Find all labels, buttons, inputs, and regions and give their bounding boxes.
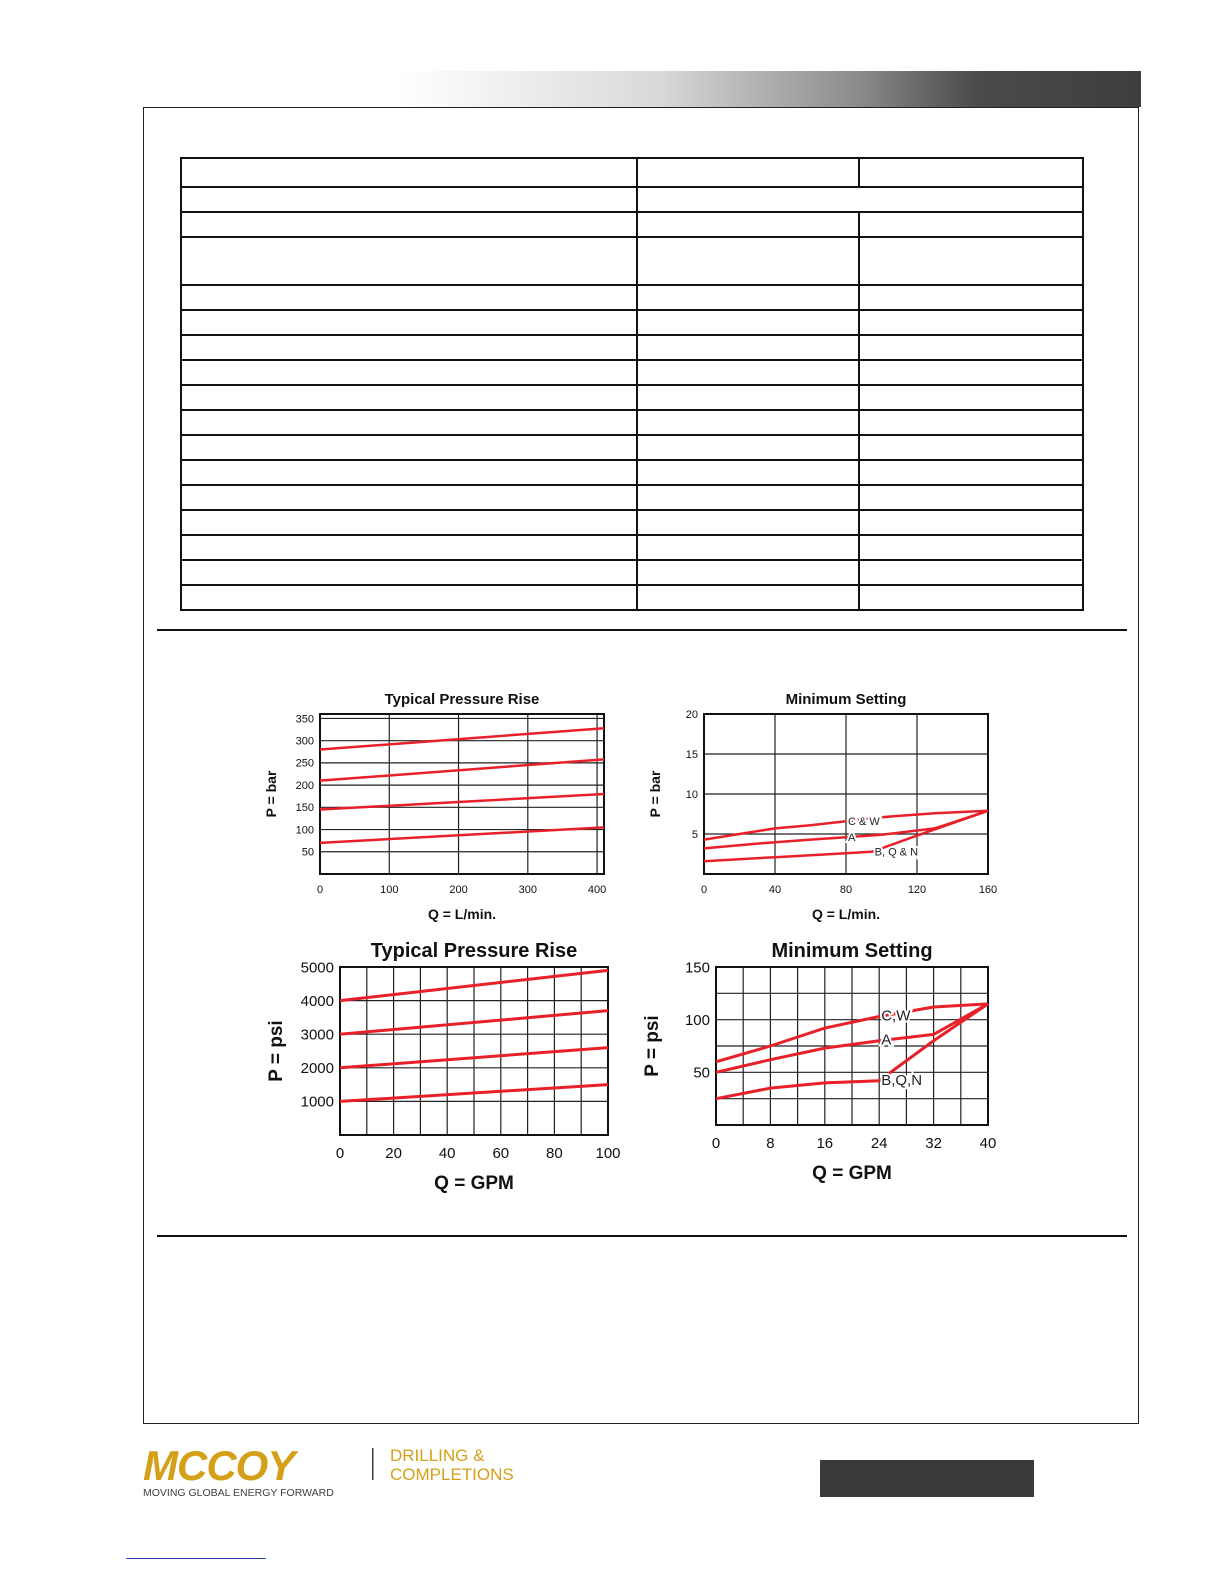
spec-row [181, 410, 1083, 435]
spec-cell [859, 360, 1083, 385]
mccoy-logo [143, 1444, 543, 1504]
y-tick-label: 50 [693, 1064, 710, 1082]
spec-cell [859, 435, 1083, 460]
spec-cell [181, 187, 637, 212]
series-label: B, Q & N [874, 846, 919, 859]
spec-cell [859, 485, 1083, 510]
spec-row [181, 335, 1083, 360]
chart-minimum-setting-psi [620, 925, 1000, 1195]
y-tick-label: 100 [684, 1011, 710, 1029]
y-axis-label: P = psi [266, 1020, 287, 1082]
x-tick-label: 32 [925, 1135, 942, 1152]
spec-cell [637, 360, 859, 385]
series-label: A [881, 1031, 892, 1049]
spec-row [181, 237, 1083, 285]
spec-cell [637, 158, 859, 187]
y-tick-label: 350 [295, 713, 314, 726]
x-tick-label: 24 [870, 1135, 888, 1152]
chart-minimum-setting-bar [620, 680, 1000, 920]
series-label: B,Q,N [881, 1071, 923, 1089]
spec-cell [637, 485, 859, 510]
spec-cell [859, 158, 1083, 187]
y-tick-label: 100 [295, 824, 314, 837]
division-line-2: COMPLETIONS [390, 1465, 514, 1484]
series-label: C,W [881, 1007, 911, 1025]
division-line-1: DRILLING & [390, 1446, 485, 1465]
header-gradient-bar [400, 71, 1141, 107]
y-tick-label: 300 [295, 735, 314, 748]
spec-cell [181, 285, 637, 310]
x-tick-label: 16 [816, 1135, 834, 1152]
y-tick-label: 150 [684, 959, 710, 977]
x-tick-label: 40 [438, 1145, 456, 1162]
x-tick-label: 200 [449, 884, 468, 896]
spec-cell [637, 435, 859, 460]
x-tick-label: 0 [316, 884, 324, 896]
y-tick-label: 3000 [300, 1026, 334, 1044]
logo-separator [372, 1448, 374, 1480]
y-tick-label: 20 [685, 708, 698, 721]
spec-cell [637, 385, 859, 410]
logo-wordmark: MCCOY [143, 1444, 295, 1489]
footer-page-box [820, 1460, 1034, 1497]
chart-svg [620, 680, 1000, 920]
spec-row [181, 460, 1083, 485]
spec-cell [181, 510, 637, 535]
spec-row [181, 435, 1083, 460]
x-tick-label: 160 [978, 884, 998, 896]
x-axis-label: Q = GPM [434, 1173, 514, 1194]
spec-row [181, 212, 1083, 237]
spec-cell [637, 310, 859, 335]
x-tick-label: 300 [518, 884, 537, 896]
spec-cell [181, 410, 637, 435]
spec-cell [637, 335, 859, 360]
y-tick-label: 1000 [300, 1093, 334, 1111]
y-tick-label: 10 [685, 788, 698, 801]
spec-cell [859, 460, 1083, 485]
x-tick-label: 20 [385, 1145, 402, 1162]
spec-cell [637, 510, 859, 535]
spec-cell [859, 335, 1083, 360]
x-tick-label: 120 [907, 884, 927, 896]
y-tick-label: 250 [295, 757, 314, 770]
spec-cell [859, 560, 1083, 585]
x-tick-label: 60 [492, 1145, 510, 1162]
chart-title: Typical Pressure Rise [384, 691, 540, 708]
spec-cell [859, 212, 1083, 237]
spec-cell [637, 187, 1083, 212]
spec-cell [181, 485, 637, 510]
x-axis-label: Q = GPM [812, 1163, 892, 1184]
spec-cell [637, 535, 859, 560]
spec-row [181, 310, 1083, 335]
spec-cell [859, 237, 1083, 285]
spec-row [181, 285, 1083, 310]
chart-title: Minimum Setting [771, 940, 933, 962]
spec-row [181, 385, 1083, 410]
spec-cell [859, 310, 1083, 335]
spec-table [180, 157, 1084, 611]
x-tick-label: 0 [700, 884, 708, 896]
spec-row [181, 535, 1083, 560]
x-tick-label: 0 [711, 1135, 721, 1152]
chart-svg [240, 680, 620, 920]
spec-cell [859, 585, 1083, 610]
spec-cell [859, 285, 1083, 310]
x-tick-label: 80 [546, 1145, 563, 1162]
spec-row [181, 485, 1083, 510]
spec-cell [181, 560, 637, 585]
spec-cell [181, 310, 637, 335]
footer-link-underline[interactable] [126, 1558, 266, 1559]
x-tick-label: 40 [768, 884, 782, 896]
y-tick-label: 5000 [300, 959, 334, 977]
section-divider-bottom [157, 1235, 1127, 1237]
x-tick-label: 80 [839, 884, 853, 896]
section-divider-top [157, 629, 1127, 631]
y-axis-label: P = bar [263, 770, 279, 818]
y-axis-label: P = bar [647, 770, 663, 818]
x-tick-label: 100 [595, 1145, 621, 1162]
x-axis-label: Q = L/min. [811, 906, 881, 922]
spec-cell [859, 385, 1083, 410]
spec-row [181, 510, 1083, 535]
spec-cell [181, 158, 637, 187]
spec-cell [637, 237, 859, 285]
spec-cell [181, 435, 637, 460]
chart-title: Typical Pressure Rise [370, 940, 578, 962]
spec-row [181, 360, 1083, 385]
spec-cell [181, 585, 637, 610]
x-axis-label: Q = L/min. [427, 906, 497, 922]
series-label: C & W [848, 816, 880, 829]
spec-cell [181, 460, 637, 485]
spec-cell [181, 212, 637, 237]
logo-tagline: MOVING GLOBAL ENERGY FORWARD [143, 1487, 334, 1499]
x-tick-label: 100 [380, 884, 399, 896]
y-tick-label: 50 [301, 846, 314, 859]
spec-cell [859, 535, 1083, 560]
spec-row [181, 158, 1083, 187]
spec-cell [181, 385, 637, 410]
x-tick-label: 40 [979, 1135, 997, 1152]
spec-cell [181, 535, 637, 560]
y-tick-label: 15 [685, 748, 698, 761]
series-line-4 [320, 728, 604, 749]
spec-cell [637, 585, 859, 610]
spec-cell [859, 510, 1083, 535]
y-tick-label: 150 [295, 802, 314, 815]
spec-row [181, 560, 1083, 585]
spec-cell [181, 360, 637, 385]
spec-cell [637, 410, 859, 435]
chart-pressure-rise-psi [240, 925, 620, 1195]
series-label: A [848, 832, 856, 845]
x-tick-label: 400 [587, 884, 607, 896]
y-tick-label: 2000 [300, 1060, 334, 1078]
chart-pressure-rise-bar [240, 680, 620, 920]
spec-cell [181, 237, 637, 285]
y-tick-label: 5 [691, 828, 698, 841]
x-tick-label: 0 [335, 1145, 345, 1162]
spec-row [181, 187, 1083, 212]
spec-cell [637, 212, 859, 237]
chart-svg [240, 925, 620, 1195]
spec-cell [637, 285, 859, 310]
spec-cell [859, 410, 1083, 435]
y-tick-label: 200 [295, 779, 314, 792]
spec-row [181, 585, 1083, 610]
chart-title: Minimum Setting [785, 691, 907, 708]
spec-cell [181, 335, 637, 360]
y-tick-label: 4000 [300, 992, 334, 1010]
spec-cell [637, 460, 859, 485]
spec-cell [637, 560, 859, 585]
chart-svg [620, 925, 1000, 1195]
x-tick-label: 8 [766, 1135, 775, 1152]
y-axis-label: P = psi [642, 1015, 663, 1077]
